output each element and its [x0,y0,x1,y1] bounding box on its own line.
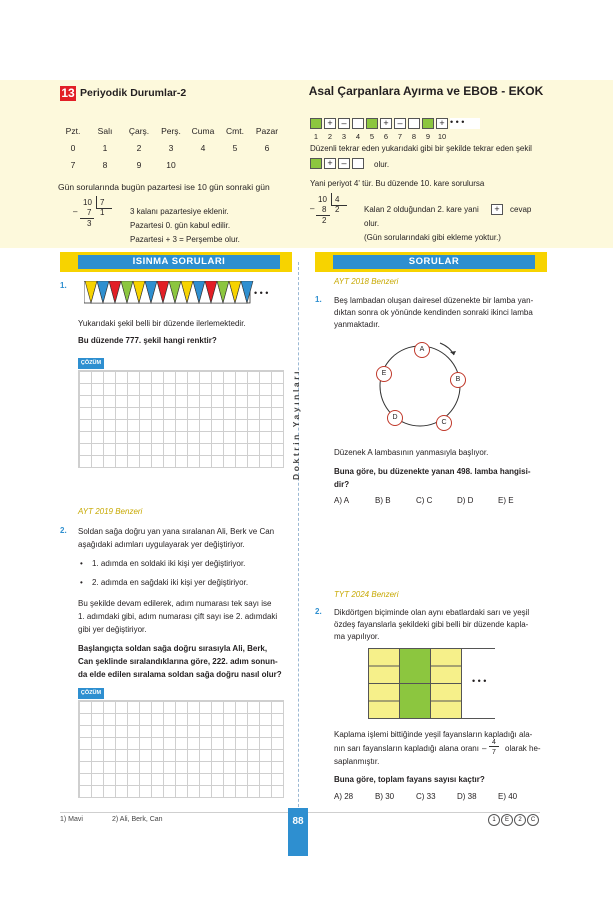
q2-question-3: da elde edilen sıralama soldan sağa doğru nasıl olur? [78,670,282,679]
tick-label: 5 [369,132,375,141]
tick-label: 10 [437,132,447,141]
option: B) 30 [375,792,395,801]
q1-text-1: Beş lambadan oluşan dairesel düzenekte bir lamba yan- [334,296,534,305]
q2-text-4: Kaplama işlemi bittiğinde yeşil fayansların kapladığı ala- [334,730,533,739]
day-number: 4 [200,143,206,153]
tick-label: 8 [411,132,417,141]
tick-label: 2 [327,132,333,141]
pattern-dots: • • • [254,288,269,298]
div-sub: 8 [322,205,327,214]
day-number: 10 [166,160,176,170]
answer-key-item: C [527,814,539,826]
day-number: 1 [102,143,108,153]
answer-key-item: 1 [488,814,500,826]
q2-text-3: Bu şekilde devam edilerek, adım numarası tek sayı ise [78,599,272,608]
q2-question-2: Can şeklinde sıralandıklarına göre, 222. adım sonun- [78,657,278,666]
tick-label: 1 [313,132,319,141]
div-quotient: 1 [100,208,105,217]
answer-key-item: 2 [514,814,526,826]
green-square [310,118,322,129]
question-number: 2. [315,607,322,616]
info-line-1-end: olur. [374,160,390,169]
minus-square: – [338,118,350,129]
tick-label: 3 [341,132,347,141]
note-1: 3 kalanı pazartesiye eklenir. [130,207,229,216]
div-minus: – [73,207,78,216]
plus-square: + [324,158,336,169]
section-title: ISINMA SORULARI [78,255,280,269]
tick-label: 6 [383,132,389,141]
unit-name: Periyodik Durumlar-2 [80,87,187,99]
plus-square: + [380,118,392,129]
day-number: 5 [232,143,238,153]
day-number: 6 [264,143,270,153]
empty-square [352,118,364,129]
lamp-c: C [436,415,452,431]
q1-text-2: dıktan sonra ok yönünde kendinden sonraki ikinci lamba [334,308,533,317]
q1-question-2: dir? [334,480,350,489]
q2-text-5: gibi yer değiştiriyor. [78,625,147,634]
bullet: • [80,559,83,568]
lamp-a: A [414,342,430,358]
info-line-1: Düzenli tekrar eden yukarıdaki gibi bir şekilde tekrar eden şekil [310,144,532,153]
option: C) C [416,496,433,505]
plus-square: + [324,118,336,129]
q1-text-3: yanmaktadır. [334,320,380,329]
option: D) 38 [457,792,477,801]
div-dividend: 10 [83,198,92,207]
info-line-3: Kalan 2 olduğundan 2. kare yani [364,205,479,214]
q2-text-1: Soldan sağa doğru yan yana sıralanan Ali, Berk ve Can [78,527,275,536]
solution-label: ÇÖZÜM [78,358,104,369]
answer-2: 2) Ali, Berk, Can [112,816,163,823]
q2-question-1: Başlangıçta soldan sağa doğru sırasıyla Ali, Berk, [78,644,268,653]
fraction-numerator: 4 [492,739,496,746]
day-label: Pazar [255,126,279,136]
note-2: Pazartesi 0. gün kabul edilir. [130,221,231,230]
info-line-2: Yani periyot 4' tür. Bu düzende 10. kare sorulursa [310,179,485,188]
days-question: Gün sorularında bugün pazartesi ise 10 gün sonraki gün [58,182,270,192]
option: D) D [457,496,474,505]
tick-label: 7 [397,132,403,141]
div-divisor: 4 [335,195,340,204]
q2-text-4: 1. adımdaki gibi, adım numarası çift sayı ise 2. adımdaki [78,612,278,621]
q2-text-5b: olarak he- [505,744,541,753]
plus-square: + [491,204,503,215]
question-number: 2. [60,526,67,535]
day-number: 3 [168,143,174,153]
option: A) 28 [334,792,354,801]
q2-question: Buna göre, toplam fayans sayısı kaçtır? [334,775,485,784]
section-title: SORULAR [333,255,535,269]
q1-question: Bu düzende 777. şekil hangi renktir? [78,336,217,345]
column-divider [298,262,299,822]
solution-grid [78,370,284,468]
fraction-minus: – [482,744,487,753]
div-sub: 7 [87,208,92,217]
day-label: Cuma [191,126,215,136]
note-3: Pazartesi + 3 = Perşembe olur. [130,235,240,244]
plus-square: + [436,118,448,129]
day-number: 7 [70,160,76,170]
q2-text-2: özdeş fayanslarla şekildeki gibi belli bir düzende kapla- [334,620,529,629]
question-source: TYT 2024 Benzeri [334,590,399,599]
day-label: Pzt. [65,126,81,136]
div-dividend: 10 [318,195,327,204]
q2-text-6: saplanmıştır. [334,757,380,766]
answer-key-item: E [501,814,513,826]
green-square [366,118,378,129]
empty-square [408,118,420,129]
bullet: • [80,578,83,587]
triangle-pattern [84,281,254,305]
option: E) 40 [498,792,518,801]
div-minus: – [310,204,315,213]
q2-bullet-2: 2. adımda en sağdaki iki kişi yer değiştiriyor. [92,578,249,587]
tick-label: 4 [355,132,361,141]
day-label: Cmt. [226,126,244,136]
q1-text-4: Düzenek A lambasının yanmasıyla başlıyor. [334,448,489,457]
option: E) E [498,496,514,505]
question-source: AYT 2018 Benzeri [334,277,399,286]
q2-text-3: ma yapılıyor. [334,632,380,641]
option: C) 33 [416,792,436,801]
tick-label: 9 [425,132,431,141]
page-number: 88 [288,808,308,856]
day-number: 8 [102,160,108,170]
day-number: 9 [136,160,142,170]
q1-question-1: Buna göre, bu düzenekte yanan 498. lamba hangisi- [334,467,531,476]
div-remainder: 3 [87,219,92,228]
info-line-4: olur. [364,219,380,228]
publisher-side-label: Doktrin Yayınları [291,368,301,480]
section-header-right [315,252,547,272]
q1-text: Yukarıdaki şekil belli bir düzende ilerlemektedir. [78,319,246,328]
day-label: Çarş. [128,126,150,136]
day-number: 0 [70,143,76,153]
q2-bullet-1: 1. adımda en soldaki iki kişi yer değiştiriyor. [92,559,246,568]
green-square [310,158,322,169]
solution-label: ÇÖZÜM [78,688,104,699]
div-quotient: 2 [335,205,340,214]
topic-title: Asal Çarpanlara Ayırma ve EBOB - EKOK [308,84,544,98]
question-source: AYT 2019 Benzeri [78,507,143,516]
unit-number: 13 [61,86,75,100]
minus-square: – [394,118,406,129]
green-square [422,118,434,129]
day-label: Perş. [161,126,181,136]
div-divisor: 7 [100,198,105,207]
section-header-left [60,252,292,272]
solution-grid [78,700,284,798]
day-label: Salı [97,126,113,136]
dots: • • • [450,118,480,129]
day-number: 2 [136,143,142,153]
option: B) B [375,496,391,505]
div-remainder: 2 [322,216,327,225]
option: A) A [334,496,350,505]
lamp-d: D [387,410,403,426]
info-line-5: (Gün sorularındaki gibi ekleme yoktur.) [364,233,501,242]
lamp-e: E [376,366,392,382]
fraction-denominator: 7 [492,749,496,756]
q2-text-1: Dikdörtgen biçiminde olan aynı ebatlardaki sarı ve yeşil [334,608,530,617]
info-line-3-end: cevap [510,205,532,214]
minus-square: – [338,158,350,169]
lamp-b: B [450,372,466,388]
answer-1: 1) Mavi [60,816,83,823]
q2-text-5a: nın sarı fayansların kapladığı alana oranı [334,744,479,753]
question-number: 1. [60,281,67,290]
empty-square [352,158,364,169]
q2-text-2: aşağıdaki adımları uygulayarak yer değiştiriyor. [78,540,245,549]
question-number: 1. [315,295,322,304]
tile-dots: • • • [472,676,487,686]
